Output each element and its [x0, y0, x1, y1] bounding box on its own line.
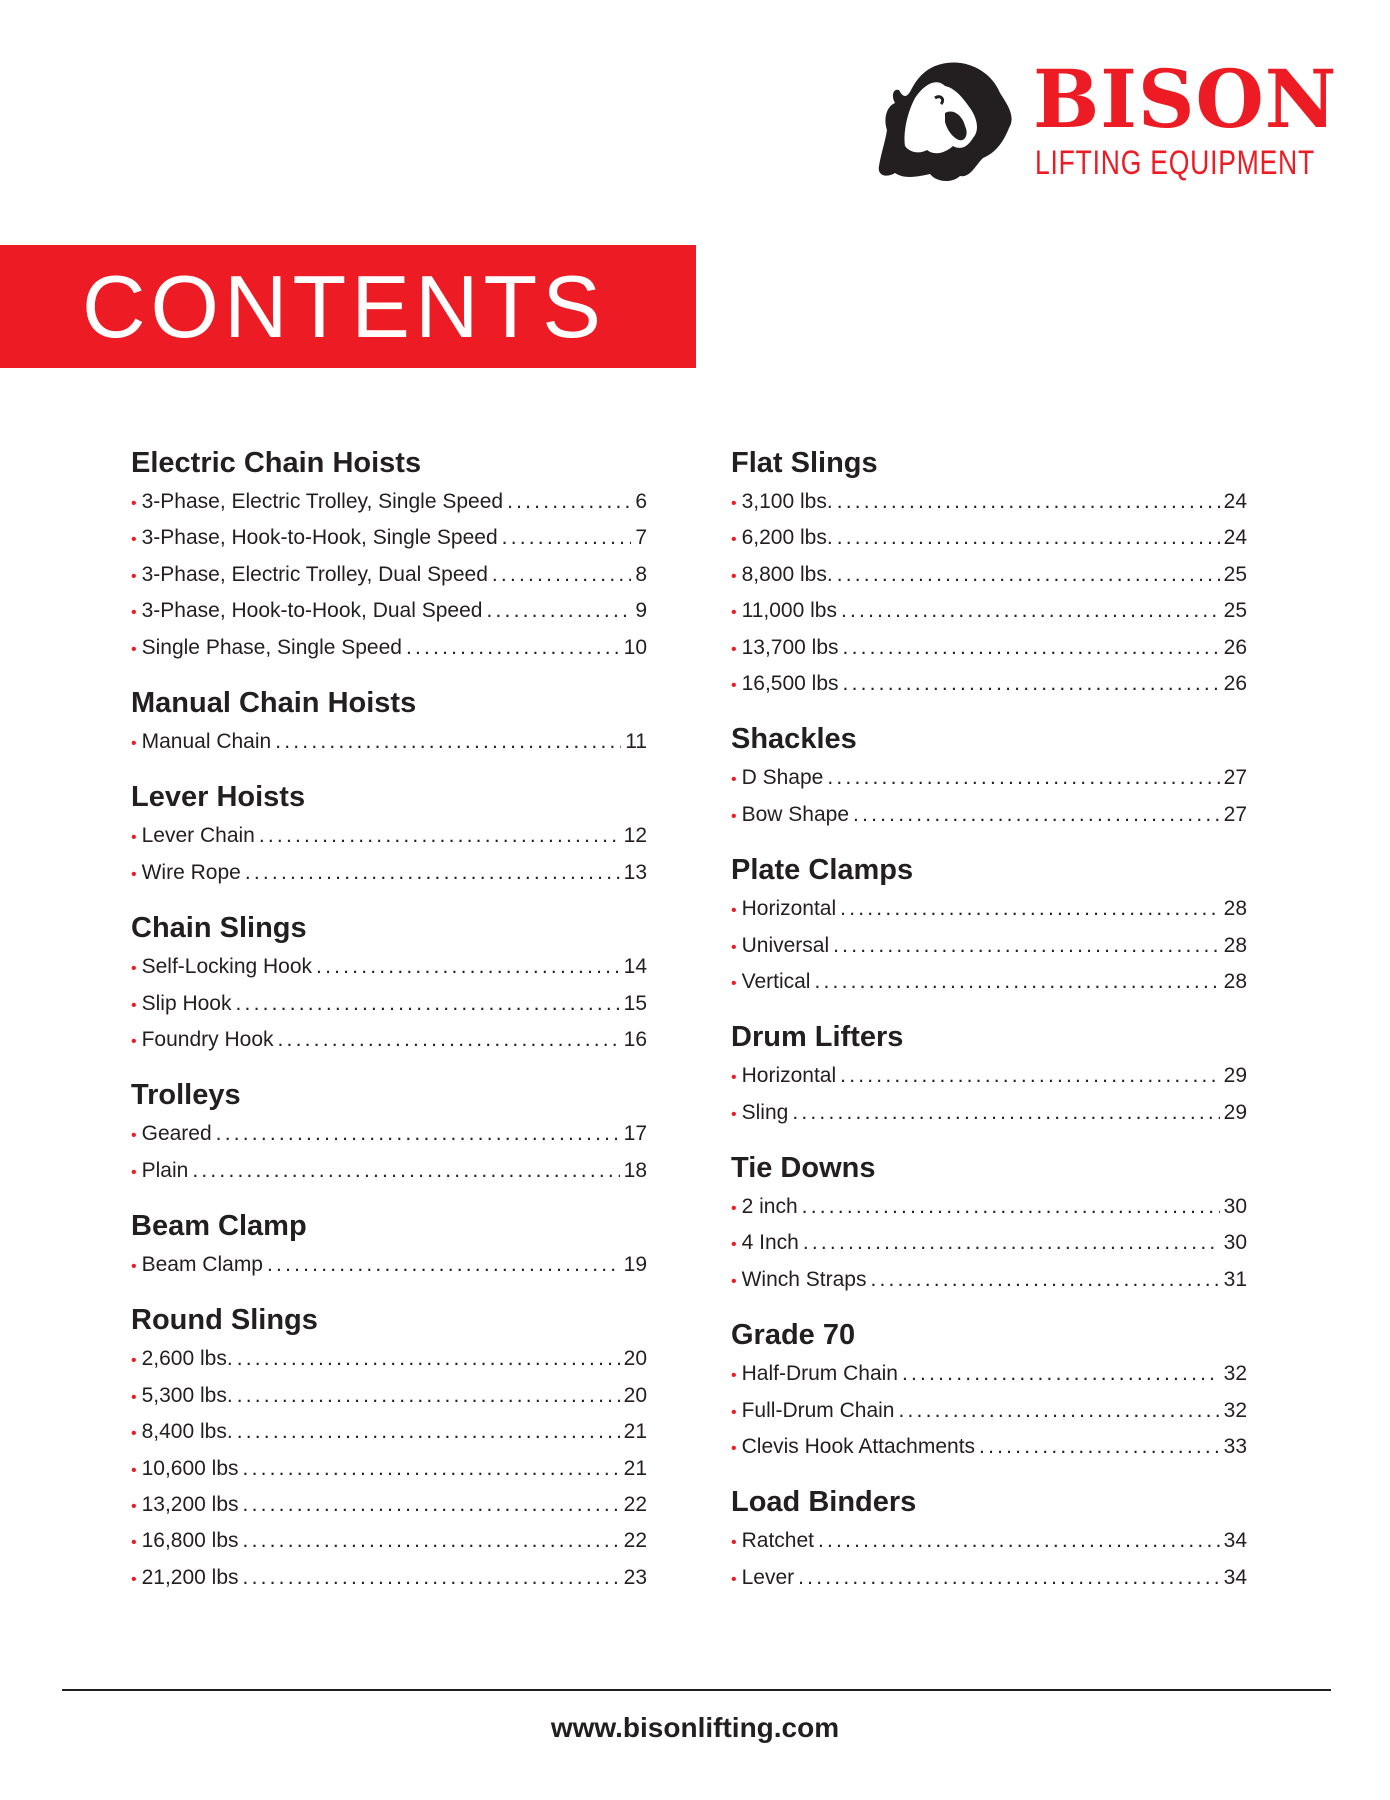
toc-section	[731, 1149, 1247, 1298]
footer-divider	[62, 1689, 1331, 1691]
entry-label: Winch Straps	[741, 1267, 867, 1291]
entry-label: 10,600 lbs	[141, 1456, 239, 1480]
bullet-icon: •	[131, 1498, 137, 1516]
toc-section	[731, 1316, 1247, 1465]
dot-leader	[267, 1247, 620, 1283]
section-heading: Flat Slings	[731, 447, 878, 479]
toc-entry[interactable]	[731, 484, 1247, 520]
entry-page-number: 27	[1223, 766, 1247, 790]
bullet-icon: •	[131, 1032, 137, 1050]
dot-leader	[237, 1341, 620, 1377]
dot-leader	[507, 484, 631, 520]
page-title: CONTENTS	[82, 257, 606, 356]
dot-leader	[243, 1487, 620, 1523]
bullet-icon: •	[731, 604, 737, 622]
entry-label: Wire Rope	[141, 860, 241, 884]
section-heading: Load Binders	[731, 1486, 917, 1519]
bullet-icon: •	[131, 1388, 137, 1406]
entry-page-number: 14	[623, 955, 647, 979]
brand-tagline: LIFTING EQUIPMENT	[1035, 144, 1315, 182]
entry-page-number: 28	[1223, 897, 1247, 921]
entry-page-number: 13	[623, 860, 647, 884]
entry-label: 3-Phase, Hook-to-Hook, Dual Speed	[141, 599, 483, 623]
toc-section	[731, 1018, 1247, 1131]
dot-leader	[275, 724, 621, 760]
dot-leader	[833, 928, 1220, 964]
toc-entry[interactable]	[731, 1095, 1247, 1131]
toc-section	[131, 909, 647, 1058]
bullet-icon: •	[131, 734, 137, 752]
entry-label: Lever	[741, 1565, 795, 1589]
entry-page-number: 7	[635, 526, 647, 550]
dot-leader	[243, 1451, 620, 1487]
bullet-icon: •	[731, 676, 737, 694]
bison-logo	[875, 52, 1345, 193]
toc-section	[731, 444, 1247, 702]
entry-label: 3,100 lbs.	[741, 490, 833, 513]
bullet-icon: •	[131, 1258, 137, 1276]
entry-page-number: 17	[623, 1122, 647, 1146]
entry-label: Single Phase, Single Speed	[141, 635, 402, 659]
dot-leader	[979, 1429, 1220, 1465]
toc-section	[131, 684, 647, 760]
dot-leader	[827, 760, 1219, 796]
dot-leader	[840, 1058, 1219, 1094]
bullet-icon: •	[131, 1127, 137, 1145]
toc-entry[interactable]	[131, 724, 647, 760]
toc-entry[interactable]	[131, 855, 647, 891]
bullet-icon: •	[731, 1367, 737, 1385]
bullet-icon: •	[731, 1236, 737, 1254]
entry-label: Manual Chain	[141, 729, 272, 753]
contents-banner	[0, 245, 696, 368]
entry-label: Lever Chain	[141, 824, 255, 848]
toc-entry[interactable]	[131, 1560, 647, 1596]
bullet-icon: •	[731, 567, 737, 585]
section-heading: Lever Hoists	[131, 781, 306, 814]
entry-page-number: 10	[623, 635, 647, 659]
entry-page-number: 31	[1223, 1267, 1247, 1291]
dot-leader	[802, 1189, 1220, 1225]
entry-page-number: 8	[635, 562, 647, 586]
bullet-icon: •	[731, 640, 737, 658]
entry-label: Slip Hook	[141, 991, 232, 1015]
entry-page-number: 20	[623, 1383, 647, 1407]
section-heading: Shackles	[731, 723, 857, 756]
bullet-icon: •	[131, 996, 137, 1014]
toc-entry[interactable]	[131, 1523, 647, 1559]
entry-label: Ratchet	[741, 1529, 814, 1553]
entry-label: Foundry Hook	[141, 1027, 274, 1051]
toc-entry[interactable]	[731, 520, 1247, 556]
entry-label: Full-Drum Chain	[741, 1398, 895, 1422]
toc-entry[interactable]	[731, 964, 1247, 1000]
bullet-icon: •	[131, 960, 137, 978]
bullet-icon: •	[131, 640, 137, 658]
entry-page-number: 21	[623, 1420, 647, 1444]
entry-page-number: 22	[623, 1529, 647, 1553]
entry-page-number: 28	[1223, 933, 1247, 957]
toc-section	[731, 720, 1247, 833]
dot-leader	[853, 797, 1220, 833]
bullet-icon: •	[131, 531, 137, 549]
entry-page-number: 19	[623, 1253, 647, 1277]
bullet-icon: •	[731, 771, 737, 789]
bullet-icon: •	[131, 829, 137, 847]
entry-label: Plain	[141, 1158, 189, 1182]
dot-leader	[841, 593, 1220, 629]
entry-label: 3-Phase, Hook-to-Hook, Single Speed	[141, 526, 498, 550]
entry-page-number: 32	[1223, 1398, 1247, 1422]
entry-label: Sling	[741, 1100, 789, 1124]
entry-label: Geared	[141, 1122, 212, 1146]
bullet-icon: •	[731, 1403, 737, 1421]
bullet-icon: •	[731, 1570, 737, 1588]
entry-page-number: 28	[1223, 969, 1247, 993]
dot-leader	[237, 1414, 620, 1450]
toc-section	[131, 1301, 647, 1596]
dot-leader	[902, 1356, 1220, 1392]
entry-label: 3-Phase, Electric Trolley, Single Speed	[141, 490, 504, 513]
bullet-icon: •	[731, 807, 737, 825]
entry-label: D Shape	[741, 766, 824, 790]
entry-page-number: 34	[1223, 1529, 1247, 1553]
entry-page-number: 30	[1223, 1195, 1247, 1219]
bullet-icon: •	[731, 1534, 737, 1552]
toc-entry[interactable]	[731, 593, 1247, 629]
entry-label: Beam Clamp	[141, 1253, 263, 1277]
toc-entry[interactable]	[731, 797, 1247, 833]
toc-entry[interactable]	[731, 1356, 1247, 1392]
entry-page-number: 18	[623, 1158, 647, 1182]
section-heading: Tie Downs	[731, 1152, 876, 1185]
entry-page-number: 25	[1223, 599, 1247, 623]
dot-leader	[243, 1560, 620, 1596]
toc-section	[131, 444, 647, 666]
dot-leader	[843, 666, 1220, 702]
toc-entry[interactable]	[731, 1523, 1247, 1559]
entry-label: Horizontal	[741, 1064, 837, 1088]
brand-name: BISON	[1033, 52, 1338, 146]
toc-entry[interactable]	[731, 1225, 1247, 1261]
bullet-icon: •	[131, 1163, 137, 1181]
entry-page-number: 9	[635, 599, 647, 623]
dot-leader	[216, 1116, 620, 1152]
toc-entry[interactable]	[131, 557, 647, 593]
toc-entry[interactable]	[731, 891, 1247, 927]
dot-leader	[237, 1378, 620, 1414]
bullet-icon: •	[731, 902, 737, 920]
entry-page-number: 30	[1223, 1231, 1247, 1255]
toc-entry[interactable]	[731, 1189, 1247, 1225]
toc-entry[interactable]	[731, 1429, 1247, 1465]
entry-label: Vertical	[741, 969, 811, 993]
entry-label: Self-Locking Hook	[141, 955, 313, 979]
dot-leader	[278, 1022, 620, 1058]
toc-entry[interactable]	[131, 1116, 647, 1152]
dot-leader	[803, 1225, 1220, 1261]
toc-section	[131, 1207, 647, 1283]
bullet-icon: •	[131, 495, 137, 512]
toc-entry[interactable]	[131, 1022, 647, 1058]
entry-label: 2,600 lbs.	[141, 1347, 233, 1371]
toc-entry[interactable]	[131, 630, 647, 666]
entry-page-number: 29	[1223, 1100, 1247, 1124]
bullet-icon: •	[131, 1352, 137, 1370]
bullet-icon: •	[131, 1425, 137, 1443]
entry-page-number: 29	[1223, 1064, 1247, 1088]
entry-page-number: 33	[1223, 1435, 1247, 1459]
section-heading: Round Slings	[131, 1304, 318, 1337]
entry-label: Universal	[741, 933, 830, 957]
entry-label: 8,400 lbs.	[141, 1420, 233, 1444]
entry-page-number: 22	[623, 1493, 647, 1517]
dot-leader	[236, 986, 620, 1022]
entry-page-number: 21	[623, 1456, 647, 1480]
dot-leader	[316, 949, 620, 985]
toc-entry[interactable]	[131, 593, 647, 629]
dot-leader	[837, 484, 1220, 520]
section-heading: Drum Lifters	[731, 1021, 904, 1054]
section-heading: Plate Clamps	[731, 854, 914, 887]
dot-leader	[406, 630, 620, 666]
bullet-icon: •	[131, 567, 137, 585]
toc-section	[731, 1483, 1247, 1596]
dot-leader	[492, 557, 631, 593]
entry-label: Half-Drum Chain	[741, 1362, 898, 1386]
toc-right-column	[731, 444, 1247, 1596]
entry-label: 16,800 lbs	[141, 1529, 239, 1553]
toc-entry[interactable]	[731, 760, 1247, 796]
entry-page-number: 12	[623, 824, 647, 848]
dot-leader	[486, 593, 631, 629]
entry-page-number: 27	[1223, 802, 1247, 826]
bullet-icon: •	[131, 865, 137, 883]
section-heading: Chain Slings	[131, 912, 307, 945]
toc-entry[interactable]	[131, 949, 647, 985]
entry-page-number: 32	[1223, 1362, 1247, 1386]
entry-label: 13,700 lbs	[741, 635, 839, 659]
entry-label: 3-Phase, Electric Trolley, Dual Speed	[141, 562, 488, 586]
toc-left-column	[131, 444, 647, 1596]
dot-leader	[259, 818, 620, 854]
dot-leader	[837, 557, 1220, 593]
toc-entry[interactable]	[131, 484, 647, 520]
bullet-icon: •	[131, 604, 137, 622]
entry-page-number: 6	[635, 490, 647, 513]
toc-entry[interactable]	[131, 1451, 647, 1487]
entry-page-number: 15	[623, 991, 647, 1015]
toc-entry[interactable]	[131, 1153, 647, 1189]
entry-page-number: 20	[623, 1347, 647, 1371]
entry-label: 21,200 lbs	[141, 1565, 239, 1589]
toc-entry[interactable]	[731, 630, 1247, 666]
bullet-icon: •	[731, 531, 737, 549]
toc-entry[interactable]	[131, 1487, 647, 1523]
toc-entry[interactable]	[131, 520, 647, 556]
bullet-icon: •	[731, 1440, 737, 1458]
toc-entry[interactable]	[731, 1058, 1247, 1094]
dot-leader	[192, 1153, 619, 1189]
entry-page-number: 11	[625, 729, 647, 753]
toc-entry[interactable]	[731, 1262, 1247, 1298]
toc-entry[interactable]	[731, 1393, 1247, 1429]
entry-label: 8,800 lbs.	[741, 562, 833, 586]
dot-leader	[243, 1523, 620, 1559]
entry-label: 4 Inch	[741, 1231, 799, 1255]
entry-label: 13,200 lbs	[141, 1493, 239, 1517]
entry-label: 11,000 lbs	[741, 599, 837, 623]
toc-section	[731, 851, 1247, 1000]
bullet-icon: •	[731, 938, 737, 956]
entry-page-number: 26	[1223, 635, 1247, 659]
footer-website-link[interactable]: www.bisonlifting.com	[550, 1712, 840, 1743]
entry-label: 5,300 lbs.	[141, 1383, 233, 1407]
toc-entry[interactable]	[731, 666, 1247, 702]
dot-leader	[870, 1262, 1219, 1298]
section-heading: Electric Chain Hoists	[131, 447, 422, 479]
toc-entry[interactable]	[131, 986, 647, 1022]
toc-section	[131, 778, 647, 891]
section-heading: Trolleys	[131, 1079, 241, 1112]
section-heading: Beam Clamp	[131, 1210, 307, 1243]
entry-page-number: 34	[1223, 1565, 1247, 1589]
toc-entry[interactable]	[131, 1378, 647, 1414]
section-heading: Grade 70	[731, 1319, 856, 1352]
bullet-icon: •	[131, 1534, 137, 1552]
dot-leader	[814, 964, 1219, 1000]
bullet-icon: •	[731, 1272, 737, 1290]
entry-label: Horizontal	[741, 897, 837, 921]
toc-entry[interactable]	[131, 1247, 647, 1283]
section-heading: Manual Chain Hoists	[131, 686, 417, 719]
toc-entry[interactable]	[731, 1560, 1247, 1596]
dot-leader	[840, 891, 1219, 927]
entry-label: Bow Shape	[741, 802, 850, 826]
bullet-icon: •	[731, 1105, 737, 1123]
entry-page-number: 26	[1223, 671, 1247, 695]
bullet-icon: •	[131, 1570, 137, 1588]
dot-leader	[798, 1560, 1220, 1596]
bullet-icon: •	[731, 1200, 737, 1218]
toc-section	[131, 1076, 647, 1189]
entry-page-number: 16	[623, 1027, 647, 1051]
bullet-icon: •	[731, 1069, 737, 1087]
entry-label: 2 inch	[741, 1195, 798, 1219]
toc-entry[interactable]	[131, 818, 647, 854]
dot-leader	[818, 1523, 1220, 1559]
dot-leader	[502, 520, 632, 556]
entry-label: 6,200 lbs.	[741, 526, 833, 550]
entry-page-number: 24	[1223, 490, 1247, 513]
dot-leader	[898, 1393, 1219, 1429]
entry-label: 16,500 lbs	[741, 671, 839, 695]
bison-icon	[875, 58, 1020, 188]
toc-entry[interactable]	[131, 1414, 647, 1450]
entry-page-number: 25	[1223, 562, 1247, 586]
entry-page-number: 24	[1223, 526, 1247, 550]
toc-entry[interactable]	[731, 557, 1247, 593]
bullet-icon: •	[131, 1461, 137, 1479]
bullet-icon: •	[731, 974, 737, 992]
entry-page-number: 23	[623, 1565, 647, 1589]
bullet-icon: •	[731, 495, 737, 512]
dot-leader	[792, 1095, 1219, 1131]
entry-label: Clevis Hook Attachments	[741, 1435, 976, 1459]
dot-leader	[837, 520, 1220, 556]
dot-leader	[843, 630, 1220, 666]
toc-entry[interactable]	[131, 1341, 647, 1377]
toc-entry[interactable]	[731, 928, 1247, 964]
dot-leader	[245, 855, 620, 891]
